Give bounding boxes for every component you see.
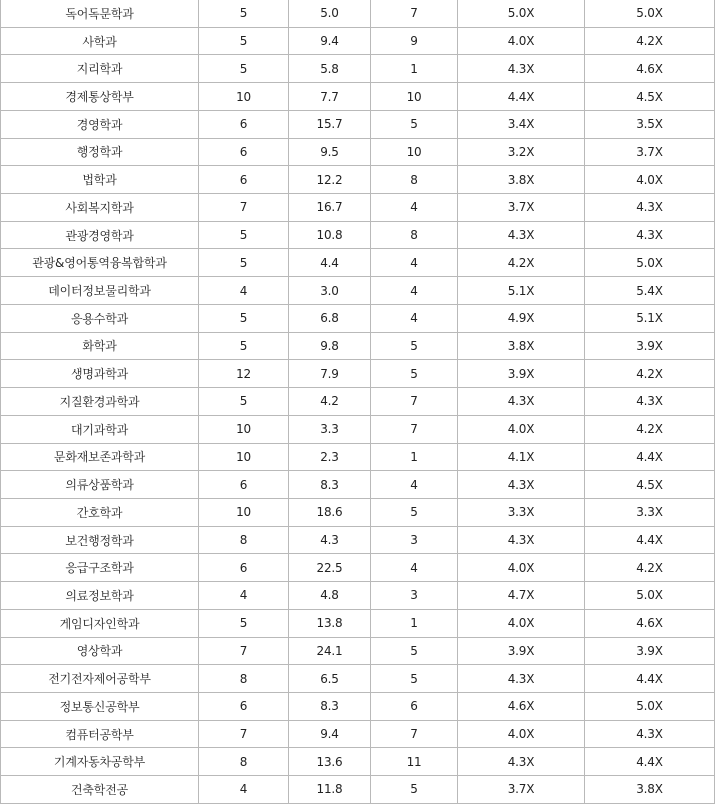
cell-grade-cutoff-b: 4.3X (585, 388, 715, 416)
cell-grade-cutoff-b: 5.0X (585, 582, 715, 610)
cell-department: 의료정보학과 (1, 582, 199, 610)
cell-grade-cutoff-b: 4.6X (585, 55, 715, 83)
cell-competition-rate: 7.9 (289, 360, 371, 388)
table-row (1, 304, 715, 332)
cell-quota: 4 (199, 582, 289, 610)
cell-grade-cutoff-a: 4.0X (458, 609, 585, 637)
cell-grade-cutoff-b: 3.8X (585, 776, 715, 804)
cell-competition-rate: 10.8 (289, 221, 371, 249)
cell-grade-cutoff-a: 4.3X (458, 388, 585, 416)
cell-competition-rate: 3.0 (289, 277, 371, 305)
cell-competition-rate: 8.3 (289, 692, 371, 720)
cell-waitlist-count: 7 (371, 720, 458, 748)
table-row (1, 720, 715, 748)
cell-waitlist-count: 8 (371, 221, 458, 249)
cell-competition-rate: 15.7 (289, 110, 371, 138)
cell-quota: 5 (199, 388, 289, 416)
cell-department: 지리학과 (1, 55, 199, 83)
cell-competition-rate: 3.3 (289, 415, 371, 443)
cell-grade-cutoff-b: 5.0X (585, 249, 715, 277)
cell-competition-rate: 13.6 (289, 748, 371, 776)
cell-grade-cutoff-b: 4.2X (585, 360, 715, 388)
table-row (1, 498, 715, 526)
cell-grade-cutoff-b: 4.4X (585, 443, 715, 471)
cell-quota: 12 (199, 360, 289, 388)
cell-waitlist-count: 3 (371, 582, 458, 610)
cell-grade-cutoff-a: 4.3X (458, 526, 585, 554)
cell-department: 화학과 (1, 332, 199, 360)
cell-waitlist-count: 10 (371, 138, 458, 166)
cell-department: 영상학과 (1, 637, 199, 665)
cell-waitlist-count: 5 (371, 637, 458, 665)
cell-department: 전기전자제어공학부 (1, 665, 199, 693)
cell-quota: 5 (199, 55, 289, 83)
table-row (1, 415, 715, 443)
cell-quota: 8 (199, 748, 289, 776)
cell-quota: 6 (199, 138, 289, 166)
cell-quota: 7 (199, 637, 289, 665)
table-row (1, 0, 715, 27)
cell-department: 독어독문학과 (1, 0, 199, 27)
cell-department: 생명과학과 (1, 360, 199, 388)
cell-department: 관광&영어통역융복합학과 (1, 249, 199, 277)
cell-grade-cutoff-a: 4.9X (458, 304, 585, 332)
cell-quota: 6 (199, 692, 289, 720)
cell-department: 데이터정보물리학과 (1, 277, 199, 305)
cell-grade-cutoff-a: 3.7X (458, 776, 585, 804)
cell-waitlist-count: 4 (371, 554, 458, 582)
cell-quota: 5 (199, 0, 289, 27)
cell-waitlist-count: 1 (371, 443, 458, 471)
cell-department: 보건행정학과 (1, 526, 199, 554)
cell-department: 정보통신공학부 (1, 692, 199, 720)
table-row (1, 388, 715, 416)
cell-waitlist-count: 7 (371, 415, 458, 443)
table-row (1, 249, 715, 277)
cell-waitlist-count: 5 (371, 776, 458, 804)
cell-department: 대기과학과 (1, 415, 199, 443)
table-row (1, 637, 715, 665)
table-row (1, 360, 715, 388)
cell-grade-cutoff-a: 4.0X (458, 415, 585, 443)
cell-waitlist-count: 1 (371, 55, 458, 83)
cell-competition-rate: 4.3 (289, 526, 371, 554)
cell-grade-cutoff-a: 4.3X (458, 471, 585, 499)
cell-grade-cutoff-a: 4.3X (458, 55, 585, 83)
cell-grade-cutoff-b: 4.2X (585, 554, 715, 582)
cell-grade-cutoff-a: 3.9X (458, 360, 585, 388)
cell-quota: 6 (199, 110, 289, 138)
cell-grade-cutoff-a: 4.0X (458, 720, 585, 748)
table-row (1, 443, 715, 471)
cell-competition-rate: 4.8 (289, 582, 371, 610)
cell-competition-rate: 9.4 (289, 27, 371, 55)
table-body (1, 0, 715, 803)
cell-department: 지질환경과학과 (1, 388, 199, 416)
cell-waitlist-count: 7 (371, 388, 458, 416)
cell-waitlist-count: 8 (371, 166, 458, 194)
table-row (1, 554, 715, 582)
cell-grade-cutoff-b: 3.7X (585, 138, 715, 166)
cell-waitlist-count: 11 (371, 748, 458, 776)
cell-waitlist-count: 10 (371, 83, 458, 111)
cell-competition-rate: 7.7 (289, 83, 371, 111)
cell-competition-rate: 11.8 (289, 776, 371, 804)
table-row (1, 194, 715, 222)
cell-grade-cutoff-a: 3.9X (458, 637, 585, 665)
cell-grade-cutoff-b: 3.3X (585, 498, 715, 526)
cell-waitlist-count: 5 (371, 665, 458, 693)
cell-waitlist-count: 4 (371, 249, 458, 277)
cell-grade-cutoff-b: 4.5X (585, 83, 715, 111)
cell-competition-rate: 18.6 (289, 498, 371, 526)
cell-quota: 5 (199, 304, 289, 332)
cell-grade-cutoff-a: 4.6X (458, 692, 585, 720)
cell-competition-rate: 6.5 (289, 665, 371, 693)
table-row (1, 748, 715, 776)
cell-department: 건축학전공 (1, 776, 199, 804)
cell-grade-cutoff-b: 4.2X (585, 415, 715, 443)
cell-grade-cutoff-a: 4.3X (458, 748, 585, 776)
table-row (1, 582, 715, 610)
cell-grade-cutoff-a: 3.2X (458, 138, 585, 166)
cell-grade-cutoff-b: 3.9X (585, 637, 715, 665)
cell-grade-cutoff-b: 4.4X (585, 526, 715, 554)
cell-quota: 5 (199, 221, 289, 249)
cell-waitlist-count: 5 (371, 110, 458, 138)
cell-competition-rate: 4.2 (289, 388, 371, 416)
cell-grade-cutoff-a: 4.2X (458, 249, 585, 277)
table-row (1, 471, 715, 499)
cell-competition-rate: 6.8 (289, 304, 371, 332)
cell-quota: 8 (199, 665, 289, 693)
table-row (1, 110, 715, 138)
table-row (1, 277, 715, 305)
table-row (1, 138, 715, 166)
table-row (1, 332, 715, 360)
cell-quota: 10 (199, 415, 289, 443)
cell-grade-cutoff-b: 5.0X (585, 0, 715, 27)
cell-grade-cutoff-b: 5.1X (585, 304, 715, 332)
cell-waitlist-count: 4 (371, 304, 458, 332)
cell-grade-cutoff-a: 4.1X (458, 443, 585, 471)
cell-waitlist-count: 7 (371, 0, 458, 27)
cell-grade-cutoff-a: 4.4X (458, 83, 585, 111)
cell-quota: 6 (199, 471, 289, 499)
cell-department: 사회복지학과 (1, 194, 199, 222)
cell-department: 게임디자인학과 (1, 609, 199, 637)
cell-competition-rate: 5.8 (289, 55, 371, 83)
cell-quota: 5 (199, 332, 289, 360)
cell-waitlist-count: 6 (371, 692, 458, 720)
cell-grade-cutoff-a: 3.7X (458, 194, 585, 222)
cell-grade-cutoff-b: 4.5X (585, 471, 715, 499)
cell-waitlist-count: 5 (371, 498, 458, 526)
cell-department: 응용수학과 (1, 304, 199, 332)
cell-department: 행정학과 (1, 138, 199, 166)
cell-department: 경제통상학부 (1, 83, 199, 111)
cell-competition-rate: 12.2 (289, 166, 371, 194)
cell-grade-cutoff-b: 4.3X (585, 194, 715, 222)
cell-department: 컴퓨터공학부 (1, 720, 199, 748)
cell-grade-cutoff-a: 4.0X (458, 554, 585, 582)
cell-department: 경영학과 (1, 110, 199, 138)
cell-competition-rate: 16.7 (289, 194, 371, 222)
cell-waitlist-count: 1 (371, 609, 458, 637)
cell-grade-cutoff-a: 5.1X (458, 277, 585, 305)
cell-quota: 5 (199, 27, 289, 55)
cell-waitlist-count: 5 (371, 332, 458, 360)
cell-waitlist-count: 4 (371, 194, 458, 222)
cell-department: 의류상품학과 (1, 471, 199, 499)
cell-competition-rate: 9.5 (289, 138, 371, 166)
cell-grade-cutoff-b: 5.4X (585, 277, 715, 305)
cell-waitlist-count: 9 (371, 27, 458, 55)
cell-grade-cutoff-b: 3.5X (585, 110, 715, 138)
cell-department: 간호학과 (1, 498, 199, 526)
cell-waitlist-count: 5 (371, 360, 458, 388)
table-row (1, 221, 715, 249)
cell-grade-cutoff-b: 4.3X (585, 720, 715, 748)
cell-grade-cutoff-b: 4.4X (585, 748, 715, 776)
cell-competition-rate: 2.3 (289, 443, 371, 471)
cell-quota: 10 (199, 83, 289, 111)
cell-grade-cutoff-a: 3.8X (458, 166, 585, 194)
cell-grade-cutoff-a: 4.0X (458, 27, 585, 55)
cell-waitlist-count: 3 (371, 526, 458, 554)
cell-quota: 6 (199, 166, 289, 194)
cell-grade-cutoff-a: 3.8X (458, 332, 585, 360)
cell-grade-cutoff-a: 3.4X (458, 110, 585, 138)
cell-department: 관광경영학과 (1, 221, 199, 249)
cell-department: 사학과 (1, 27, 199, 55)
cell-competition-rate: 4.4 (289, 249, 371, 277)
cell-competition-rate: 13.8 (289, 609, 371, 637)
table-row (1, 776, 715, 804)
cell-department: 문화재보존과학과 (1, 443, 199, 471)
table-row (1, 609, 715, 637)
cell-department: 기계자동차공학부 (1, 748, 199, 776)
cell-competition-rate: 9.8 (289, 332, 371, 360)
cell-quota: 6 (199, 554, 289, 582)
cell-waitlist-count: 4 (371, 277, 458, 305)
cell-grade-cutoff-b: 4.0X (585, 166, 715, 194)
cell-grade-cutoff-a: 4.3X (458, 665, 585, 693)
cell-competition-rate: 24.1 (289, 637, 371, 665)
cell-competition-rate: 8.3 (289, 471, 371, 499)
cell-quota: 7 (199, 194, 289, 222)
cell-quota: 4 (199, 277, 289, 305)
cell-grade-cutoff-a: 5.0X (458, 0, 585, 27)
cell-grade-cutoff-a: 4.7X (458, 582, 585, 610)
cell-competition-rate: 22.5 (289, 554, 371, 582)
cell-quota: 10 (199, 498, 289, 526)
cell-quota: 7 (199, 720, 289, 748)
cell-quota: 8 (199, 526, 289, 554)
table-row (1, 83, 715, 111)
cell-quota: 10 (199, 443, 289, 471)
cell-department: 응급구조학과 (1, 554, 199, 582)
cell-quota: 4 (199, 776, 289, 804)
cell-grade-cutoff-b: 4.2X (585, 27, 715, 55)
table-row (1, 665, 715, 693)
cell-waitlist-count: 4 (371, 471, 458, 499)
cell-competition-rate: 9.4 (289, 720, 371, 748)
cell-grade-cutoff-b: 4.6X (585, 609, 715, 637)
table-row (1, 55, 715, 83)
table-row (1, 692, 715, 720)
cell-grade-cutoff-b: 4.3X (585, 221, 715, 249)
cell-grade-cutoff-b: 5.0X (585, 692, 715, 720)
cell-grade-cutoff-b: 4.4X (585, 665, 715, 693)
table-row (1, 526, 715, 554)
cell-quota: 5 (199, 609, 289, 637)
table-row (1, 27, 715, 55)
cell-competition-rate: 5.0 (289, 0, 371, 27)
cell-grade-cutoff-a: 4.3X (458, 221, 585, 249)
cell-department: 법학과 (1, 166, 199, 194)
cell-grade-cutoff-a: 3.3X (458, 498, 585, 526)
cell-grade-cutoff-b: 3.9X (585, 332, 715, 360)
cell-quota: 5 (199, 249, 289, 277)
table-row (1, 166, 715, 194)
